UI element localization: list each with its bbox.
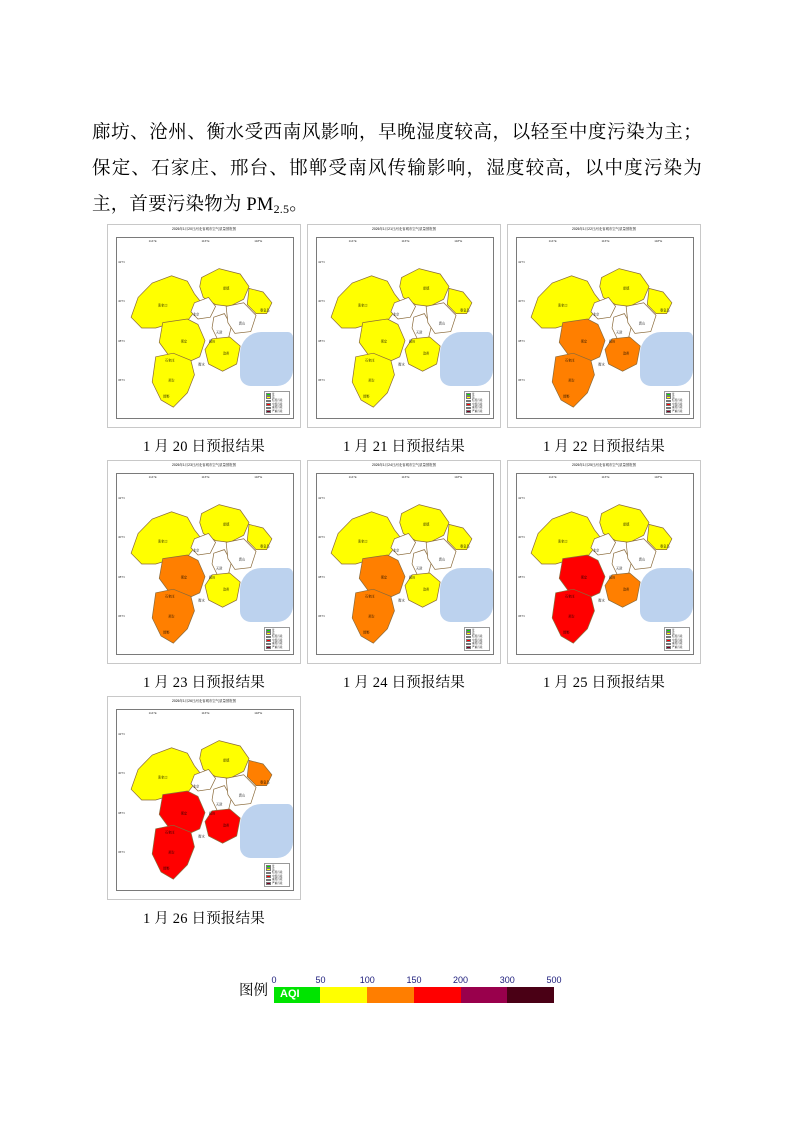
map-caption-1: 1 月 21 日预报结果 xyxy=(342,439,466,455)
map-legend xyxy=(264,627,290,651)
city-label: 廊坊 xyxy=(608,339,616,344)
aqi-segment-1 xyxy=(320,987,367,1003)
city-label: 唐山 xyxy=(238,557,246,562)
aqi-tick-4: 200 xyxy=(452,975,468,985)
legend-label: 优 xyxy=(272,628,275,632)
legend-label: 中度污染 xyxy=(272,402,283,406)
legend-swatch xyxy=(266,393,271,396)
legend-label: 轻度污染 xyxy=(672,635,683,639)
map-legend-item xyxy=(466,646,488,649)
legend-swatch xyxy=(666,410,671,413)
legend-swatch xyxy=(466,403,471,406)
city-label: 衡水 xyxy=(198,362,205,367)
legend-swatch xyxy=(466,632,471,635)
city-label: 邢台 xyxy=(568,378,575,383)
legend-label: 优 xyxy=(472,392,475,396)
legend-label: 优 xyxy=(672,628,675,632)
city-label: 衡水 xyxy=(598,598,605,603)
city-label: 邯郸 xyxy=(363,394,370,399)
city-label: 张家口 xyxy=(157,303,168,308)
legend-swatch xyxy=(466,646,471,649)
map-axis-top-label: 114°E xyxy=(348,239,357,243)
city-label: 承德 xyxy=(222,286,230,291)
map-axis-left-label: 42°N xyxy=(118,259,125,264)
aqi-tick-5: 300 xyxy=(499,975,515,985)
legend-swatch xyxy=(266,875,271,878)
legend-label: 严重污染 xyxy=(272,881,283,885)
city-label: 邯郸 xyxy=(163,630,170,635)
legend-swatch xyxy=(466,410,471,413)
city-label: 承德 xyxy=(422,522,430,527)
city-label: 天津 xyxy=(215,802,223,807)
map-caption-5: 1 月 25 日预报结果 xyxy=(542,675,666,691)
city-label: 保定 xyxy=(380,339,388,344)
map-title-6: 2026年1月26日河北省城市空气质量预报图 xyxy=(171,699,237,703)
city-label: 廊坊 xyxy=(208,811,216,816)
paragraph-text-part2: 。 xyxy=(289,194,308,215)
city-label: 衡水 xyxy=(398,598,405,603)
legend-label: 轻度污染 xyxy=(472,399,483,403)
legend-swatch xyxy=(266,872,271,875)
legend-swatch xyxy=(266,882,271,885)
aqi-tick-2: 100 xyxy=(359,975,375,985)
map-axis-top-label: 118°E xyxy=(654,239,663,243)
map-title-2: 2026年1月22日河北省城市空气质量预报图 xyxy=(571,227,637,231)
city-label: 承德 xyxy=(222,758,230,763)
city-label: 石家庄 xyxy=(365,358,375,363)
legend-label: 中度污染 xyxy=(272,638,283,642)
city-label: 秦皇岛 xyxy=(260,308,270,313)
city-label: 廊坊 xyxy=(608,575,616,580)
map-axis-left-label: 38°N xyxy=(118,574,125,579)
legend-swatch xyxy=(466,396,471,399)
legend-label: 重度污染 xyxy=(472,642,483,646)
aqi-tick-6: 500 xyxy=(546,975,562,985)
map-figure-5 xyxy=(507,460,701,664)
map-caption-2: 1 月 22 日预报结果 xyxy=(542,439,666,455)
city-label: 天津 xyxy=(615,330,623,335)
city-label: 唐山 xyxy=(438,321,446,326)
city-label: 邯郸 xyxy=(563,394,570,399)
city-label: 沧州 xyxy=(622,351,630,356)
legend-swatch xyxy=(266,868,271,871)
aqi-segment-2 xyxy=(367,987,414,1003)
map-legend xyxy=(464,391,490,415)
legend-label: 中度污染 xyxy=(472,402,483,406)
legend-swatch xyxy=(666,629,671,632)
city-label: 衡水 xyxy=(598,362,605,367)
map-axis-left-label: 38°N xyxy=(118,338,125,343)
city-label: 衡水 xyxy=(198,598,205,603)
map-axis-top-label: 118°E xyxy=(454,475,463,479)
city-label: 天津 xyxy=(615,566,623,571)
legend-label: 轻度污染 xyxy=(272,871,283,875)
legend-label: 重度污染 xyxy=(472,406,483,410)
map-legend xyxy=(264,863,290,887)
aqi-gradient-bar xyxy=(274,987,554,1003)
city-label: 北京 xyxy=(393,312,400,317)
city-label: 廊坊 xyxy=(208,575,216,580)
map-axis-left-label: 42°N xyxy=(118,495,125,500)
legend-label: 重度污染 xyxy=(672,406,683,410)
map-axis-left-label: 38°N xyxy=(518,338,525,343)
aqi-tick-0: 0 xyxy=(271,975,277,985)
city-label: 北京 xyxy=(193,548,200,553)
legend-swatch xyxy=(266,629,271,632)
aqi-tick-1: 50 xyxy=(315,975,326,985)
aqi-segment-5 xyxy=(507,987,553,1003)
city-label: 石家庄 xyxy=(565,358,575,363)
legend-label: 良 xyxy=(672,396,675,400)
map-figure-0 xyxy=(107,224,301,428)
legend-label: 轻度污染 xyxy=(672,399,683,403)
map-axis-left-label: 40°N xyxy=(118,771,125,776)
map-axis-left-label: 36°N xyxy=(518,378,525,383)
map-axis-left-label: 42°N xyxy=(518,259,525,264)
legend-label: 严重污染 xyxy=(272,409,283,413)
map-axis-top-label: 116°E xyxy=(601,239,610,243)
city-label: 石家庄 xyxy=(165,358,175,363)
city-label: 廊坊 xyxy=(208,339,216,344)
map-cell-2 xyxy=(504,224,704,456)
city-label: 承德 xyxy=(622,286,630,291)
legend-label: 良 xyxy=(472,632,475,636)
legend-label: 重度污染 xyxy=(272,642,283,646)
city-label: 张家口 xyxy=(157,775,168,780)
city-label: 邢台 xyxy=(368,614,375,619)
legend-swatch xyxy=(666,403,671,406)
map-caption-0: 1 月 20 日预报结果 xyxy=(142,439,266,455)
legend-label: 严重污染 xyxy=(672,409,683,413)
city-label: 邢台 xyxy=(168,850,175,855)
legend-label: 良 xyxy=(272,396,275,400)
map-axis-top-label: 116°E xyxy=(601,475,610,479)
map-canvas-3 xyxy=(116,473,294,655)
map-axis-left-label: 36°N xyxy=(118,850,125,855)
city-label: 廊坊 xyxy=(408,339,416,344)
map-axis-top-label: 114°E xyxy=(148,239,157,243)
map-cell-6 xyxy=(104,696,304,928)
city-label: 秦皇岛 xyxy=(660,308,670,313)
city-label: 张家口 xyxy=(357,303,368,308)
city-label: 北京 xyxy=(593,548,600,553)
map-axis-left-label: 42°N xyxy=(318,495,325,500)
map-canvas-1 xyxy=(316,237,494,419)
city-label: 张家口 xyxy=(157,539,168,544)
map-axis-left-label: 38°N xyxy=(518,574,525,579)
map-legend-item xyxy=(266,410,288,413)
aqi-tick-3: 150 xyxy=(406,975,422,985)
map-canvas-5 xyxy=(516,473,694,655)
map-canvas-6 xyxy=(116,709,294,891)
legend-swatch xyxy=(266,865,271,868)
city-label: 唐山 xyxy=(438,557,446,562)
map-legend xyxy=(264,391,290,415)
map-figure-6 xyxy=(107,696,301,900)
map-axis-top-label: 116°E xyxy=(401,475,410,479)
city-label: 沧州 xyxy=(422,351,430,356)
city-label: 秦皇岛 xyxy=(660,544,670,549)
map-row-1 xyxy=(104,224,704,456)
legend-label: 良 xyxy=(272,868,275,872)
legend-swatch xyxy=(666,396,671,399)
city-label: 保定 xyxy=(580,575,588,580)
legend-swatch xyxy=(666,646,671,649)
map-axis-left-label: 38°N xyxy=(318,338,325,343)
map-legend-item xyxy=(666,410,688,413)
map-title-0: 2026年1月20日河北省城市空气质量预报图 xyxy=(171,227,237,231)
aqi-scale-area xyxy=(0,975,793,1003)
city-label: 天津 xyxy=(415,566,423,571)
body-paragraph xyxy=(92,115,702,224)
city-label: 承德 xyxy=(422,286,430,291)
map-axis-left-label: 40°N xyxy=(518,299,525,304)
legend-swatch xyxy=(266,632,271,635)
map-axis-left-label: 40°N xyxy=(118,299,125,304)
map-axis-left-label: 40°N xyxy=(518,535,525,540)
city-label: 衡水 xyxy=(398,362,405,367)
city-label: 承德 xyxy=(222,522,230,527)
map-axis-top-label: 116°E xyxy=(401,239,410,243)
city-label: 天津 xyxy=(215,566,223,571)
map-title-3: 2026年1月23日河北省城市空气质量预报图 xyxy=(171,463,237,467)
city-label: 沧州 xyxy=(222,823,230,828)
legend-label: 轻度污染 xyxy=(272,635,283,639)
map-axis-top-label: 114°E xyxy=(348,475,357,479)
map-axis-top-label: 114°E xyxy=(148,711,157,715)
city-label: 保定 xyxy=(580,339,588,344)
map-axis-left-label: 36°N xyxy=(118,614,125,619)
city-label: 天津 xyxy=(215,330,223,335)
city-label: 沧州 xyxy=(222,587,230,592)
legend-swatch xyxy=(266,410,271,413)
city-label: 北京 xyxy=(393,548,400,553)
legend-swatch xyxy=(666,639,671,642)
aqi-ticks xyxy=(271,975,562,987)
legend-label: 良 xyxy=(272,632,275,636)
paragraph-subscript: 2.5 xyxy=(273,201,290,216)
map-grid xyxy=(104,224,704,932)
aqi-segment-4 xyxy=(461,987,508,1003)
city-label: 唐山 xyxy=(638,557,646,562)
legend-label: 中度污染 xyxy=(472,638,483,642)
legend-swatch xyxy=(266,403,271,406)
legend-label: 中度污染 xyxy=(272,874,283,878)
map-axis-left-label: 38°N xyxy=(118,810,125,815)
map-cell-5 xyxy=(504,460,704,692)
legend-label: 良 xyxy=(472,396,475,400)
map-legend-item xyxy=(266,646,288,649)
legend-label: 优 xyxy=(672,392,675,396)
map-axis-left-label: 42°N xyxy=(318,259,325,264)
city-label: 邯郸 xyxy=(163,866,170,871)
aqi-bar-text: AQI xyxy=(280,988,300,1000)
legend-swatch xyxy=(266,636,271,639)
city-label: 石家庄 xyxy=(165,594,175,599)
map-axis-top-label: 116°E xyxy=(201,239,210,243)
map-axis-top-label: 114°E xyxy=(548,239,557,243)
map-axis-left-label: 42°N xyxy=(118,731,125,736)
legend-label: 优 xyxy=(272,392,275,396)
map-figure-1 xyxy=(307,224,501,428)
legend-label: 轻度污染 xyxy=(472,635,483,639)
map-axis-top-label: 118°E xyxy=(254,475,263,479)
map-row-2 xyxy=(104,460,704,692)
map-legend-item xyxy=(666,646,688,649)
legend-swatch xyxy=(666,636,671,639)
aqi-color-scale xyxy=(271,975,562,1003)
legend-swatch xyxy=(266,879,271,882)
map-axis-top-label: 114°E xyxy=(548,475,557,479)
legend-swatch xyxy=(466,393,471,396)
legend-swatch xyxy=(266,396,271,399)
map-canvas-0 xyxy=(116,237,294,419)
city-label: 唐山 xyxy=(238,321,246,326)
city-label: 秦皇岛 xyxy=(460,308,470,313)
legend-swatch xyxy=(466,400,471,403)
legend-label: 轻度污染 xyxy=(272,399,283,403)
city-label: 秦皇岛 xyxy=(260,780,270,785)
map-cell-4 xyxy=(304,460,504,692)
city-label: 沧州 xyxy=(422,587,430,592)
map-figure-4 xyxy=(307,460,501,664)
city-label: 廊坊 xyxy=(408,575,416,580)
legend-label: 良 xyxy=(672,632,675,636)
city-label: 保定 xyxy=(180,811,188,816)
legend-swatch xyxy=(466,407,471,410)
map-legend xyxy=(464,627,490,651)
map-canvas-4 xyxy=(316,473,494,655)
map-title-5: 2026年1月25日河北省城市空气质量预报图 xyxy=(571,463,637,467)
legend-label: 优 xyxy=(272,864,275,868)
legend-swatch xyxy=(666,400,671,403)
map-cell-1 xyxy=(304,224,504,456)
map-axis-left-label: 36°N xyxy=(118,378,125,383)
map-cell-3 xyxy=(104,460,304,692)
legend-label: 重度污染 xyxy=(672,642,683,646)
map-axis-top-label: 118°E xyxy=(254,239,263,243)
legend-swatch xyxy=(666,407,671,410)
map-axis-left-label: 40°N xyxy=(118,535,125,540)
city-label: 邢台 xyxy=(168,378,175,383)
map-legend-item xyxy=(466,410,488,413)
map-axis-left-label: 38°N xyxy=(318,574,325,579)
city-label: 天津 xyxy=(415,330,423,335)
city-label: 保定 xyxy=(180,339,188,344)
map-axis-top-label: 116°E xyxy=(201,711,210,715)
city-label: 北京 xyxy=(193,784,200,789)
city-label: 邯郸 xyxy=(363,630,370,635)
legend-swatch xyxy=(666,393,671,396)
map-caption-6: 1 月 26 日预报结果 xyxy=(142,911,266,927)
legend-swatch xyxy=(266,643,271,646)
map-row-3 xyxy=(104,696,704,928)
map-canvas-2 xyxy=(516,237,694,419)
legend-swatch xyxy=(266,407,271,410)
legend-swatch xyxy=(466,639,471,642)
city-label: 石家庄 xyxy=(565,594,575,599)
legend-label: 中度污染 xyxy=(672,638,683,642)
map-axis-left-label: 42°N xyxy=(518,495,525,500)
city-label: 唐山 xyxy=(238,793,246,798)
legend-label: 重度污染 xyxy=(272,406,283,410)
map-legend xyxy=(664,391,690,415)
legend-swatch xyxy=(666,632,671,635)
city-label: 唐山 xyxy=(638,321,646,326)
city-label: 邢台 xyxy=(568,614,575,619)
city-label: 邯郸 xyxy=(163,394,170,399)
city-label: 邯郸 xyxy=(563,630,570,635)
legend-swatch xyxy=(266,400,271,403)
legend-label: 重度污染 xyxy=(272,878,283,882)
legend-swatch xyxy=(466,643,471,646)
city-label: 保定 xyxy=(380,575,388,580)
map-caption-3: 1 月 23 日预报结果 xyxy=(142,675,266,691)
map-caption-4: 1 月 24 日预报结果 xyxy=(342,675,466,691)
map-legend xyxy=(664,627,690,651)
city-label: 张家口 xyxy=(557,303,568,308)
map-axis-top-label: 118°E xyxy=(454,239,463,243)
legend-swatch xyxy=(466,636,471,639)
city-label: 北京 xyxy=(593,312,600,317)
legend-swatch xyxy=(466,629,471,632)
city-label: 沧州 xyxy=(622,587,630,592)
map-cell-0 xyxy=(104,224,304,456)
city-label: 沧州 xyxy=(222,351,230,356)
city-label: 秦皇岛 xyxy=(260,544,270,549)
city-label: 秦皇岛 xyxy=(460,544,470,549)
legend-swatch xyxy=(266,646,271,649)
map-title-4: 2026年1月24日河北省城市空气质量预报图 xyxy=(371,463,437,467)
city-label: 保定 xyxy=(180,575,188,580)
legend-label: 严重污染 xyxy=(672,645,683,649)
paragraph-text-part1: 廊坊、沧州、衡水受西南风影响，早晚湿度较高，以轻至中度污染为主；保定、石家庄、邢台、邯郸受南风传输影响，湿度较高，以中度污染为主，首要污染物为 PM xyxy=(92,122,702,215)
map-axis-left-label: 40°N xyxy=(318,299,325,304)
map-title-1: 2026年1月21日河北省城市空气质量预报图 xyxy=(371,227,437,231)
city-label: 张家口 xyxy=(557,539,568,544)
map-figure-3 xyxy=(107,460,301,664)
legend-label: 严重污染 xyxy=(472,409,483,413)
map-axis-top-label: 116°E xyxy=(201,475,210,479)
city-label: 石家庄 xyxy=(365,594,375,599)
city-label: 北京 xyxy=(193,312,200,317)
legend-swatch xyxy=(666,643,671,646)
legend-label: 中度污染 xyxy=(672,402,683,406)
map-axis-top-label: 118°E xyxy=(254,711,263,715)
city-label: 石家庄 xyxy=(165,830,175,835)
map-axis-left-label: 36°N xyxy=(518,614,525,619)
map-axis-left-label: 36°N xyxy=(318,614,325,619)
city-label: 邢台 xyxy=(168,614,175,619)
legend-swatch xyxy=(266,639,271,642)
city-label: 承德 xyxy=(622,522,630,527)
map-legend-item xyxy=(266,882,288,885)
city-label: 邢台 xyxy=(368,378,375,383)
legend-label: 优 xyxy=(472,628,475,632)
map-axis-top-label: 118°E xyxy=(654,475,663,479)
map-axis-left-label: 40°N xyxy=(318,535,325,540)
legend-label: 严重污染 xyxy=(472,645,483,649)
city-label: 张家口 xyxy=(357,539,368,544)
map-figure-2 xyxy=(507,224,701,428)
aqi-scale-label: 图例 xyxy=(239,982,268,999)
map-axis-top-label: 114°E xyxy=(148,475,157,479)
map-axis-left-label: 36°N xyxy=(318,378,325,383)
aqi-segment-3 xyxy=(414,987,461,1003)
city-label: 衡水 xyxy=(198,834,205,839)
legend-label: 严重污染 xyxy=(272,645,283,649)
